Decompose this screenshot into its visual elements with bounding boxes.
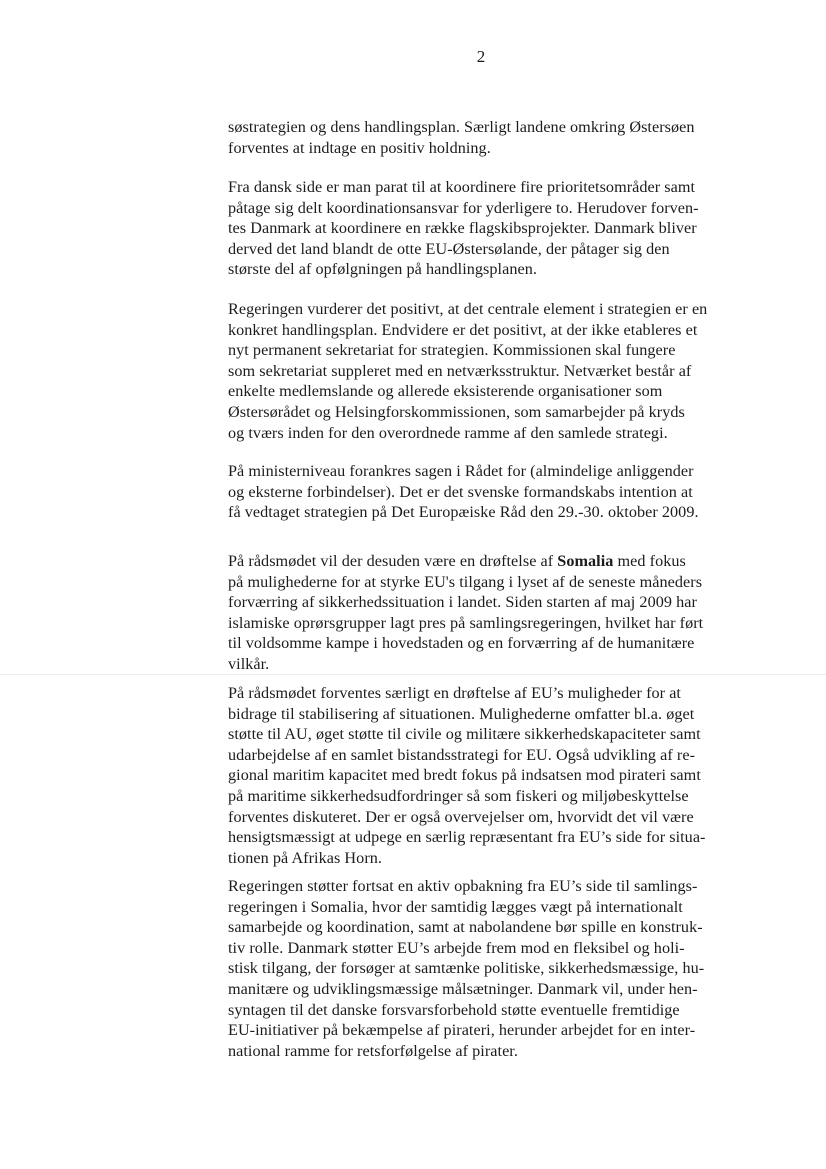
paragraph-eu-stabilisation: På rådsmødet forventes særligt en drøftelse af EU’s muligheder for at bidrage til stabilisering af situationen. Mulighederne omfatter bl.a. øget støtte til AU, øget støtte til civile og militære sikkerhedskapaciteter samt udarbejdelse af en samlet bistandsstrategi for EU. Også udvikling af re- gional maritim kapacitet med bredt fokus på indsatsen mod pirateri samt på maritime sikkerhedsudfordringer så som fiskeri og miljøbeskyttelse forventes diskuteret. Der er også overvejelser om, hvorvidt det vil være hensigtsmæssigt at udpege en særlig repræsentant fra EU’s side for situa- tionen på Afrikas Horn.: [228, 684, 706, 867]
paragraph-somalia-text-start: På rådsmødet vil der desuden være en drøftelse af: [228, 552, 558, 570]
paragraph-ministerial-level: På ministerniveau forankres sagen i Rådet for (almindelige anliggender og eksterne forbindelser). Det er det svenske formandskabs intention at få vedtaget strategien på Det Europæiske Råd den 29.-30. oktober 2009.: [228, 462, 699, 522]
paragraph-baltic-strategy-intro: søstrategien og dens handlingsplan. Særligt landene omkring Østersøen forventes at indtage en positiv holdning.: [228, 118, 695, 157]
paragraph-somalia-text-end: med fokus på mulighederne for at styrke EU's tilgang i lyset af de seneste måneders forværring af sikkerhedssituation i landet. Siden starten af maj 2009 har islamiske oprørsgrupper lagt pres på samlingsregeringen, hvilket har ført til voldsomme kampe i hovedstaden og en forværring af de humanitære vilkår.: [228, 552, 704, 673]
paragraph-government-support: Regeringen støtter fortsat en aktiv opbakning fra EU’s side til samlings- regeringen i Somalia, hvor der samtidig lægges vægt på internationalt samarbejde og koordination, samt at nabolandene bør spille en konstruk- tiv rolle. Danmark støtter EU’s arbejde frem mod en fleksibel og holi- stisk tilgang, der forsøger at samtænke politiske, sikkerhedsmæssige, hu- manitære og udviklingsmæssige målsætninger. Danmark vil, under hen- syntagen til det danske forsvarsforbehold støtte eventuelle fremtidige EU-initiativer på bekæmpelse af pirateri, herunder arbejdet for en inter- national ramme for retsforfølgelse af pirater.: [228, 877, 705, 1060]
paragraph-government-assessment: Regeringen vurderer det positivt, at det centrale element i strategien er en konkret handlingsplan. Endvidere er det positivt, at der ikke etableres et nyt permanent sekretariat for strategien. Kommissionen skal fungere som sekretariat suppleret med en netværksstruktur. Netværket består af enkelte medlemslande og allerede eksisterende organisationer som Østersørådet og Helsingforskommissionen, som samarbejder på kryds og tværs inden for den overordnede ramme af den samlede strategi.: [228, 300, 708, 442]
somalia-bold-keyword: Somalia: [557, 552, 614, 570]
paragraph-somalia-discussion: [228, 551, 756, 675]
page-number: 2: [476, 47, 486, 66]
paragraph-danish-coordination: Fra dansk side er man parat til at koordinere fire prioritetsområder samt påtage sig delt koordinationsansvar for yderligere to. Herudover forven- tes Danmark at koordinere en række flagskibsprojekter. Danmark bliver derved det land blandt de otte EU-Østersølande, der påtager sig den største del af opfølgningen på handlingsplanen.: [228, 178, 699, 279]
